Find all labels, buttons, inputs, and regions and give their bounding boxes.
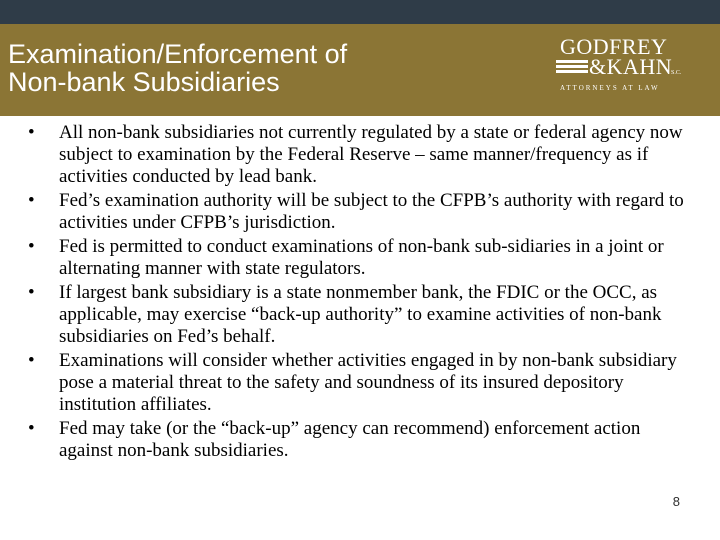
bullet-icon: • [28,190,35,211]
bullet-item [28,236,688,280]
firm-logo [556,36,686,96]
title-line-2: Non-bank Subsidiaries [8,67,280,97]
bullet-text: If largest bank subsidiary is a state nonmember bank, the FDIC or the OCC, as applicable, may exercise “back-up authority” to examine activities of non-bank subsidiaries on Fed’s behalf. [59,282,662,347]
bullet-item [28,282,688,348]
page-number: 8 [672,494,680,509]
title-line-1: Examination/Enforcement of [8,39,348,69]
top-bar [0,0,720,24]
logo-line-1: GODFREY [560,34,668,59]
bullet-item [28,418,688,462]
bullet-icon: • [28,418,35,439]
bullet-text: Fed’s examination authority will be subject to the CFPB’s authority with regard to activities under CFPB’s jurisdiction. [59,190,684,233]
bullet-icon: • [28,350,35,371]
bullet-icon: • [28,282,35,303]
logo-suffix: S.C. [671,70,682,76]
bullet-icon: • [28,236,35,257]
bullet-text: Fed is permitted to conduct examinations of non-bank sub-sidiaries in a joint or alternating manner with state regulators. [59,236,664,279]
bullet-text: All non-bank subsidiaries not currently regulated by a state or federal agency now subject to examination by the Federal Reserve – same manner/frequency as if activities conducted by lead bank. [59,122,683,187]
bullet-list [28,122,688,464]
logo-line-2: &KAHN [589,54,673,79]
bullet-item [28,190,688,234]
slide-title [8,40,478,96]
logo-bars [556,60,588,74]
logo-tagline: ATTORNEYS AT LAW [560,84,660,92]
bullet-item [28,122,688,188]
bullet-text: Fed may take (or the “back-up” agency can recommend) enforcement action against non-bank subsidiaries. [59,418,641,461]
bullet-icon: • [28,122,35,143]
bullet-text: Examinations will consider whether activities engaged in by non-bank subsidiary pose a material threat to the safety and soundness of its insured depository institution affiliates. [59,350,677,415]
bullet-item [28,350,688,416]
